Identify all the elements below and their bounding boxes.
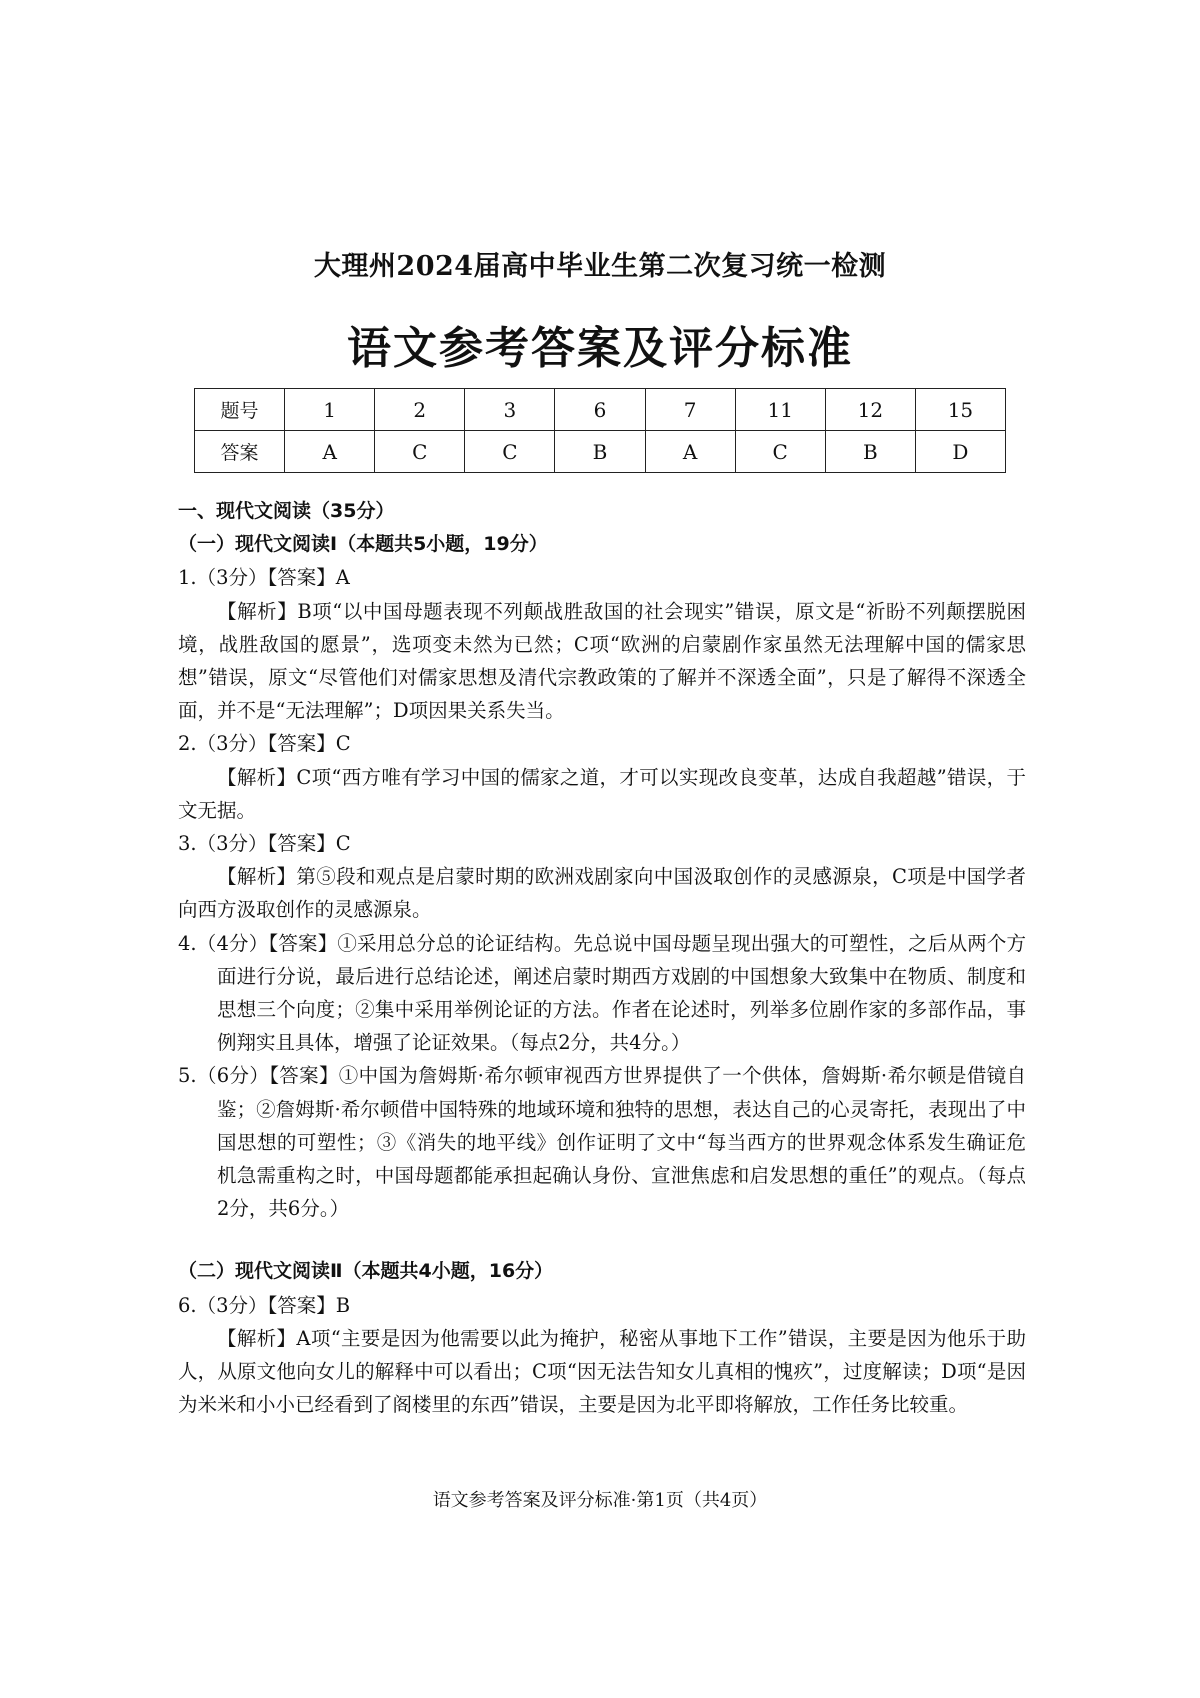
answer-content: [178, 495, 1026, 1421]
table-cell: 3: [465, 389, 555, 431]
question-answer: 2.（3分）【答案】C: [178, 732, 351, 756]
table-cell: 11: [735, 389, 825, 431]
row-label-answer: 答案: [195, 431, 285, 473]
table-cell: B: [825, 431, 915, 473]
table-cell: 6: [555, 389, 645, 431]
subsection-heading: （二）现代文阅读Ⅱ（本题共4小题，16分）: [178, 1260, 554, 1283]
answer-row: [195, 431, 1006, 473]
question-answer: 1.（3分）【答案】A: [178, 566, 350, 590]
table-cell: D: [915, 431, 1005, 473]
table-cell: C: [735, 431, 825, 473]
question-explanation: 【解析】A项“主要是因为他需要以此为掩护，秘密从事地下工作”错误，主要是因为他乐于助人，从原文他向女儿的解释中可以看出；C项“因无法告知女儿真相的愧疚”，过度解读；D项“是因为米米和小小已经看到了阁楼里的东西”错误，主要是因为北平即将解放，工作任务比较重。: [178, 1326, 1026, 1417]
question-answer: 3.（3分）【答案】C: [178, 832, 351, 856]
table-cell: 15: [915, 389, 1005, 431]
exam-title: 大理州2024届高中毕业生第二次复习统一检测: [313, 251, 887, 282]
table-cell: 7: [645, 389, 735, 431]
question-explanation: 【解析】第⑤段和观点是启蒙时期的欧洲戏剧家向中国汲取创作的灵感源泉，C项是中国学者向西方汲取创作的灵感源泉。: [178, 865, 1026, 922]
table-cell: A: [285, 431, 375, 473]
table-cell: C: [375, 431, 465, 473]
subsection-heading: （一）现代文阅读Ⅰ（本题共5小题，19分）: [178, 533, 548, 556]
table-cell: C: [465, 431, 555, 473]
question-explanation: 【解析】B项“以中国母题表现不列颠战胜敌国的社会现实”错误，原文是“祈盼不列颠摆脱困境，战胜敌国的愿景”，选项变未然为已然；C项“欧洲的启蒙剧作家虽然无法理解中国的儒家思想”错误，原文“尽管他们对儒家思想及清代宗教政策的了解并不深透全面”，只是了解得不深透全面，并不是“无法理解”；D项因果关系失当。: [178, 599, 1026, 723]
table-cell: B: [555, 431, 645, 473]
question-number-row: [195, 389, 1006, 431]
table-cell: A: [645, 431, 735, 473]
spacer: [178, 1225, 1026, 1255]
section-heading: 一、现代文阅读（35分）: [178, 500, 395, 522]
page-footer: 语文参考答案及评分标准·第1页（共4页）: [432, 1490, 768, 1511]
answer-table: [194, 388, 1006, 473]
question-answer: 6.（3分）【答案】B: [178, 1293, 351, 1317]
question-answer: 5.（6分）【答案】①中国为詹姆斯·希尔顿审视西方世界提供了一个供体，詹姆斯·希尔顿是借镜自鉴；②詹姆斯·希尔顿借中国特殊的地域环境和独特的思想，表达自己的心灵寄托，表现出了中国思想的可塑性；③《消失的地平线》创作证明了文中“每当西方的世界观念体系发生确证危机急需重构之时，中国母题都能承担起确认身份、宣泄焦虑和启发思想的重任”的观点。（每点2分，共6分。）: [178, 1064, 1026, 1221]
question-answer: 4.（4分）【答案】①采用总分总的论证结构。先总说中国母题呈现出强大的可塑性，之后从两个方面进行分说，最后进行总结论述，阐述启蒙时期西方戏剧的中国想象大致集中在物质、制度和思想三个向度；②集中采用举例论证的方法。作者在论述时，列举多位剧作家的多部作品，事例翔实且具体，增强了论证效果。（每点2分，共4分。）: [178, 931, 1026, 1055]
table-cell: 2: [375, 389, 465, 431]
table-cell: 12: [825, 389, 915, 431]
row-label-number: 题号: [195, 389, 285, 431]
question-explanation: 【解析】C项“西方唯有学习中国的儒家之道，才可以实现改良变革，达成自我超越”错误，于文无据。: [178, 765, 1026, 822]
table-cell: 1: [285, 389, 375, 431]
document-subtitle: 语文参考答案及评分标准: [347, 323, 853, 374]
